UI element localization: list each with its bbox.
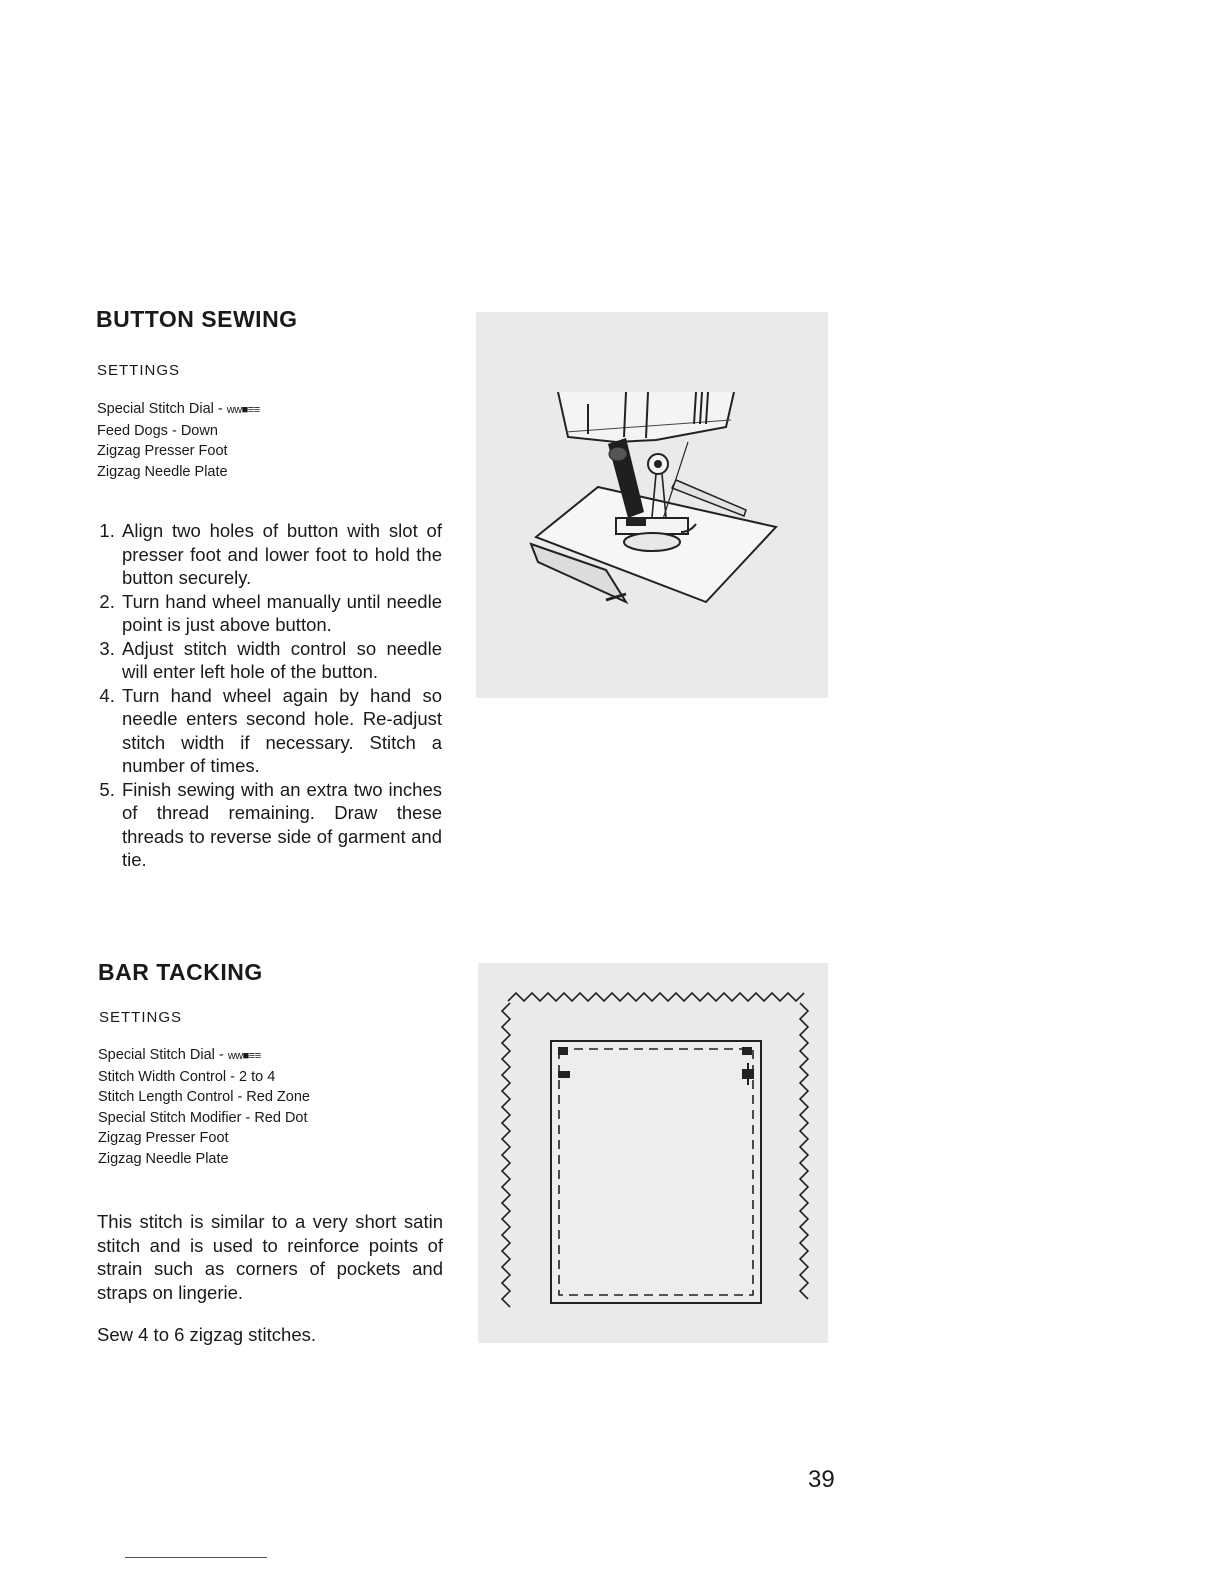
settings-item: Stitch Length Control - Red Zone xyxy=(98,1089,310,1105)
stitch-symbol-icon: ww■≡≡ xyxy=(227,1050,261,1062)
settings-item: Special Stitch Dial - ww■≡≡ xyxy=(97,401,260,417)
settings-item: Zigzag Needle Plate xyxy=(98,1150,229,1167)
settings-item: Special Stitch Dial - ww■≡≡ xyxy=(98,1047,261,1063)
page-number: 39 xyxy=(808,1466,835,1493)
button-sewing-title: BUTTON SEWING xyxy=(96,306,298,332)
settings-item: Zigzag Presser Foot xyxy=(97,443,228,459)
bar-tacking-illustration xyxy=(478,963,828,1343)
settings-item: Zigzag Presser Foot xyxy=(98,1130,229,1146)
button-sewing-section xyxy=(96,306,298,333)
step-item: 4. Turn hand wheel again by hand so needle enters second hole. Re-adjust stitch width if necessary. Stitch a number of times. xyxy=(120,684,442,778)
bar-tacking-settings-label: SETTINGS xyxy=(99,1009,183,1026)
bar-tacking-settings-list xyxy=(98,1045,310,1169)
presser-foot-illustration xyxy=(476,312,828,698)
settings-item: Feed Dogs - Down xyxy=(97,422,218,439)
button-sewing-steps xyxy=(96,519,442,872)
settings-item: Zigzag Needle Plate xyxy=(97,463,228,480)
settings-item: Stitch Width Control - 2 to 4 xyxy=(98,1068,276,1085)
step-item: 3. Adjust stitch width control so needle will enter left hole of the button. xyxy=(120,637,442,684)
footer-divider xyxy=(125,1557,267,1558)
step-item: 1. Align two holes of button with slot of presser foot and lower foot to hold the button securely. xyxy=(120,519,442,590)
pocket-illustration xyxy=(478,963,828,1343)
stitch-symbol-icon: ww■≡≡ xyxy=(226,404,260,416)
button-sewing-illustration xyxy=(476,312,828,698)
bar-tacking-title: BAR TACKING xyxy=(98,959,263,985)
bar-tacking-description: This stitch is similar to a very short satin stitch and is used to reinforce points of strain such as corners of pockets and straps on lingerie. xyxy=(97,1211,443,1303)
button-sewing-settings-label: SETTINGS xyxy=(97,362,181,379)
settings-item: Special Stitch Modifier - Red Dot xyxy=(98,1109,308,1126)
button-sewing-settings-list xyxy=(97,399,260,482)
step-item: 5. Finish sewing with an extra two inches of thread remaining. Draw these threads to reverse side of garment and tie. xyxy=(120,778,442,872)
step-item: 2. Turn hand wheel manually until needle point is just above button. xyxy=(120,590,442,637)
bar-tacking-instruction: Sew 4 to 6 zigzag stitches. xyxy=(97,1324,317,1345)
